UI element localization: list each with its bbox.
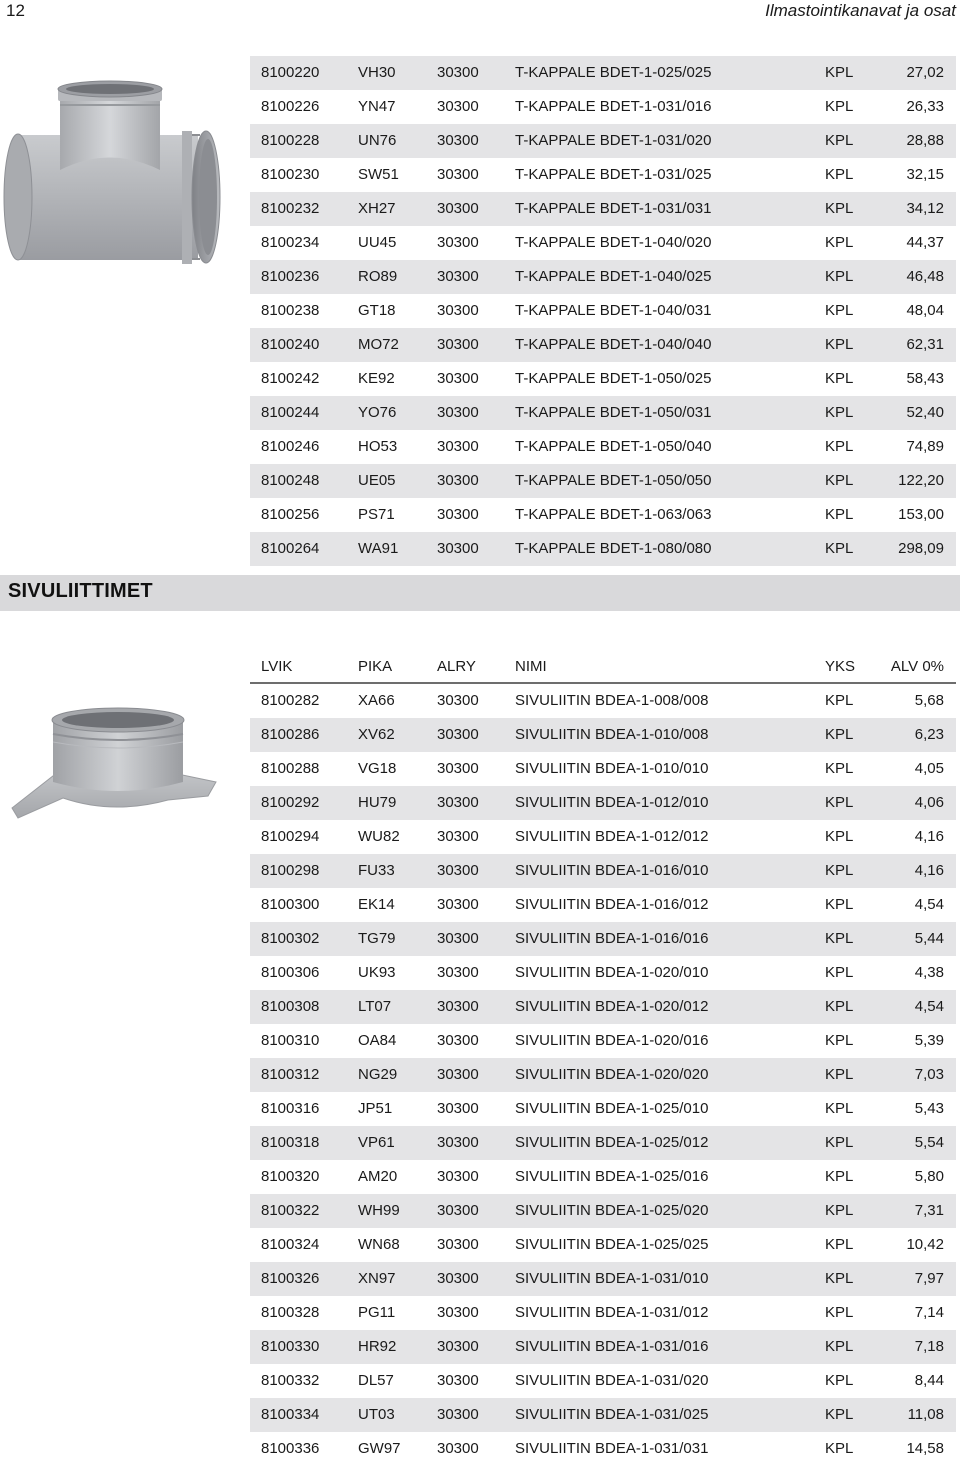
cell-yks: KPL <box>825 828 854 845</box>
column-header-alry: ALRY <box>437 658 476 675</box>
table-row <box>250 90 956 124</box>
cell-lvik: 8100318 <box>261 1134 320 1151</box>
cell-nimi: SIVULIITIN BDEA-1-031/020 <box>515 1372 709 1389</box>
cell-nimi: T-KAPPALE BDET-1-031/025 <box>515 166 712 183</box>
cell-lvik: 8100238 <box>261 302 320 319</box>
cell-yks: KPL <box>825 964 854 981</box>
cell-alv: 58,43 <box>906 370 944 387</box>
cell-yks: KPL <box>825 404 854 421</box>
table-row <box>250 226 956 260</box>
cell-yks: KPL <box>825 1338 854 1355</box>
cell-yks: KPL <box>825 472 854 489</box>
cell-yks: KPL <box>825 1066 854 1083</box>
cell-yks: KPL <box>825 1406 854 1423</box>
cell-lvik: 8100240 <box>261 336 320 353</box>
column-header-pika: PIKA <box>358 658 393 675</box>
cell-nimi: T-KAPPALE BDET-1-040/025 <box>515 268 712 285</box>
cell-nimi: T-KAPPALE BDET-1-031/020 <box>515 132 712 149</box>
page-number: 12 <box>6 1 25 20</box>
cell-alv: 7,18 <box>914 1338 944 1355</box>
cell-nimi: SIVULIITIN BDEA-1-031/012 <box>515 1304 709 1321</box>
catalog-title: Ilmastointikanavat ja osat <box>765 1 956 20</box>
cell-pika: WA91 <box>358 540 399 557</box>
cell-lvik: 8100298 <box>261 862 320 879</box>
cell-yks: KPL <box>825 302 854 319</box>
cell-nimi: SIVULIITIN BDEA-1-010/008 <box>515 726 709 743</box>
cell-alv: 44,37 <box>906 234 944 251</box>
cell-pika: WH99 <box>358 1202 400 1219</box>
cell-lvik: 8100234 <box>261 234 320 251</box>
cell-alry: 30300 <box>437 64 479 81</box>
cell-nimi: SIVULIITIN BDEA-1-025/020 <box>515 1202 709 1219</box>
cell-pika: UK93 <box>358 964 396 981</box>
cell-lvik: 8100306 <box>261 964 320 981</box>
column-header-lvik: LVIK <box>261 658 293 675</box>
table-row <box>250 1126 956 1160</box>
cell-yks: KPL <box>825 1100 854 1117</box>
cell-nimi: T-KAPPALE BDET-1-080/080 <box>515 540 712 557</box>
table-row <box>250 888 956 922</box>
table-row <box>250 158 956 192</box>
cell-alv: 46,48 <box>906 268 944 285</box>
cell-alry: 30300 <box>437 98 479 115</box>
table-row <box>250 990 956 1024</box>
cell-nimi: SIVULIITIN BDEA-1-025/025 <box>515 1236 709 1253</box>
cell-alry: 30300 <box>437 998 479 1015</box>
cell-pika: OA84 <box>358 1032 397 1049</box>
cell-lvik: 8100246 <box>261 438 320 455</box>
cell-yks: KPL <box>825 1304 854 1321</box>
table-row <box>250 464 956 498</box>
cell-lvik: 8100324 <box>261 1236 320 1253</box>
cell-alry: 30300 <box>437 930 479 947</box>
cell-alv: 27,02 <box>906 64 944 81</box>
cell-alry: 30300 <box>437 1270 479 1287</box>
cell-pika: WU82 <box>358 828 400 845</box>
cell-yks: KPL <box>825 1372 854 1389</box>
cell-lvik: 8100286 <box>261 726 320 743</box>
cell-yks: KPL <box>825 540 854 557</box>
table-row <box>250 532 956 566</box>
cell-lvik: 8100320 <box>261 1168 320 1185</box>
cell-pika: JP51 <box>358 1100 393 1117</box>
table-row <box>250 1194 956 1228</box>
cell-alv: 14,58 <box>906 1440 944 1457</box>
cell-alv: 5,44 <box>914 930 944 947</box>
cell-yks: KPL <box>825 438 854 455</box>
cell-alv: 74,89 <box>906 438 944 455</box>
cell-nimi: SIVULIITIN BDEA-1-025/012 <box>515 1134 709 1151</box>
cell-nimi: SIVULIITIN BDEA-1-025/016 <box>515 1168 709 1185</box>
cell-lvik: 8100332 <box>261 1372 320 1389</box>
cell-lvik: 8100300 <box>261 896 320 913</box>
cell-nimi: T-KAPPALE BDET-1-040/020 <box>515 234 712 251</box>
cell-yks: KPL <box>825 268 854 285</box>
table-row <box>250 1092 956 1126</box>
cell-lvik: 8100264 <box>261 540 320 557</box>
cell-alv: 5,39 <box>914 1032 944 1049</box>
table-row <box>250 260 956 294</box>
cell-lvik: 8100310 <box>261 1032 320 1049</box>
cell-yks: KPL <box>825 1270 854 1287</box>
cell-alry: 30300 <box>437 200 479 217</box>
table-row <box>250 922 956 956</box>
cell-nimi: T-KAPPALE BDET-1-031/031 <box>515 200 712 217</box>
cell-alv: 11,08 <box>907 1406 944 1423</box>
table-row <box>250 1364 956 1398</box>
cell-nimi: SIVULIITIN BDEA-1-020/010 <box>515 964 709 981</box>
cell-yks: KPL <box>825 930 854 947</box>
cell-lvik: 8100232 <box>261 200 320 217</box>
cell-alry: 30300 <box>437 896 479 913</box>
table-row <box>250 430 956 464</box>
cell-yks: KPL <box>825 896 854 913</box>
cell-nimi: T-KAPPALE BDET-1-050/031 <box>515 404 712 421</box>
tee-table <box>250 56 956 566</box>
table-row <box>250 124 956 158</box>
table-row <box>250 1398 956 1432</box>
cell-pika: GT18 <box>358 302 396 319</box>
cell-alv: 4,06 <box>914 794 944 811</box>
cell-alry: 30300 <box>437 828 479 845</box>
cell-alry: 30300 <box>437 132 479 149</box>
table-row <box>250 752 956 786</box>
cell-yks: KPL <box>825 1168 854 1185</box>
cell-alv: 4,38 <box>914 964 944 981</box>
cell-alry: 30300 <box>437 506 479 523</box>
cell-nimi: SIVULIITIN BDEA-1-008/008 <box>515 692 709 709</box>
table-row <box>250 956 956 990</box>
column-header-nimi: NIMI <box>515 658 547 675</box>
cell-nimi: SIVULIITIN BDEA-1-016/010 <box>515 862 709 879</box>
cell-yks: KPL <box>825 1440 854 1457</box>
cell-alry: 30300 <box>437 166 479 183</box>
cell-alv: 10,42 <box>906 1236 944 1253</box>
cell-yks: KPL <box>825 132 854 149</box>
cell-alv: 122,20 <box>898 472 944 489</box>
cell-nimi: SIVULIITIN BDEA-1-016/012 <box>515 896 709 913</box>
cell-pika: EK14 <box>358 896 395 913</box>
cell-yks: KPL <box>825 234 854 251</box>
cell-yks: KPL <box>825 166 854 183</box>
cell-lvik: 8100330 <box>261 1338 320 1355</box>
cell-yks: KPL <box>825 200 854 217</box>
cell-lvik: 8100288 <box>261 760 320 777</box>
table-row <box>250 1160 956 1194</box>
cell-alry: 30300 <box>437 1066 479 1083</box>
cell-pika: MO72 <box>358 336 399 353</box>
cell-alv: 32,15 <box>906 166 944 183</box>
cell-alv: 7,03 <box>914 1066 944 1083</box>
cell-lvik: 8100326 <box>261 1270 320 1287</box>
cell-alry: 30300 <box>437 370 479 387</box>
cell-yks: KPL <box>825 1236 854 1253</box>
table-row <box>250 294 956 328</box>
cell-lvik: 8100312 <box>261 1066 320 1083</box>
cell-lvik: 8100336 <box>261 1440 320 1457</box>
table-row <box>250 786 956 820</box>
table-row <box>250 328 956 362</box>
cell-alv: 298,09 <box>898 540 944 557</box>
cell-yks: KPL <box>825 370 854 387</box>
table-row <box>250 362 956 396</box>
cell-pika: RO89 <box>358 268 398 285</box>
cell-nimi: SIVULIITIN BDEA-1-020/016 <box>515 1032 709 1049</box>
cell-pika: WN68 <box>358 1236 400 1253</box>
cell-pika: SW51 <box>358 166 399 183</box>
cell-nimi: SIVULIITIN BDEA-1-012/012 <box>515 828 709 845</box>
cell-yks: KPL <box>825 760 854 777</box>
cell-nimi: T-KAPPALE BDET-1-040/031 <box>515 302 712 319</box>
cell-lvik: 8100334 <box>261 1406 320 1423</box>
section-bar <box>0 575 960 611</box>
section-title: SIVULIITTIMET <box>8 580 153 602</box>
cell-alry: 30300 <box>437 1304 479 1321</box>
cell-pika: LT07 <box>358 998 392 1015</box>
cell-lvik: 8100322 <box>261 1202 320 1219</box>
cell-alry: 30300 <box>437 726 479 743</box>
cell-alry: 30300 <box>437 964 479 981</box>
sivuliittimet-table <box>250 650 956 1466</box>
cell-pika: UN76 <box>358 132 397 149</box>
sivuliittimet-rows <box>250 684 956 1466</box>
cell-alry: 30300 <box>437 472 479 489</box>
cell-lvik: 8100230 <box>261 166 320 183</box>
cell-nimi: T-KAPPALE BDET-1-031/016 <box>515 98 712 115</box>
cell-nimi: T-KAPPALE BDET-1-025/025 <box>515 64 712 81</box>
cell-alry: 30300 <box>437 1134 479 1151</box>
cell-alry: 30300 <box>437 540 479 557</box>
cell-alry: 30300 <box>437 692 479 709</box>
cell-yks: KPL <box>825 336 854 353</box>
cell-yks: KPL <box>825 1032 854 1049</box>
cell-alry: 30300 <box>437 760 479 777</box>
cell-alv: 4,16 <box>914 828 944 845</box>
cell-alv: 6,23 <box>914 726 944 743</box>
table-row <box>250 1432 956 1466</box>
cell-alv: 34,12 <box>906 200 944 217</box>
cell-pika: UU45 <box>358 234 397 251</box>
cell-alv: 5,43 <box>914 1100 944 1117</box>
cell-alry: 30300 <box>437 302 479 319</box>
cell-lvik: 8100302 <box>261 930 320 947</box>
table-row <box>250 1228 956 1262</box>
cell-alry: 30300 <box>437 862 479 879</box>
cell-yks: KPL <box>825 64 854 81</box>
cell-lvik: 8100316 <box>261 1100 320 1117</box>
cell-alry: 30300 <box>437 234 479 251</box>
cell-nimi: T-KAPPALE BDET-1-063/063 <box>515 506 712 523</box>
cell-pika: VP61 <box>358 1134 395 1151</box>
side-connector-image <box>8 700 223 820</box>
table-row <box>250 1330 956 1364</box>
cell-lvik: 8100328 <box>261 1304 320 1321</box>
cell-alry: 30300 <box>437 1372 479 1389</box>
cell-yks: KPL <box>825 726 854 743</box>
cell-pika: HU79 <box>358 794 397 811</box>
cell-lvik: 8100242 <box>261 370 320 387</box>
cell-pika: XH27 <box>358 200 396 217</box>
cell-alv: 5,68 <box>914 692 944 709</box>
cell-pika: PS71 <box>358 506 395 523</box>
cell-pika: XV62 <box>358 726 395 743</box>
cell-nimi: T-KAPPALE BDET-1-050/025 <box>515 370 712 387</box>
cell-alry: 30300 <box>437 1100 479 1117</box>
table-header-row <box>250 650 956 684</box>
cell-lvik: 8100282 <box>261 692 320 709</box>
cell-yks: KPL <box>825 998 854 1015</box>
cell-pika: NG29 <box>358 1066 398 1083</box>
cell-lvik: 8100220 <box>261 64 320 81</box>
cell-yks: KPL <box>825 862 854 879</box>
cell-alv: 153,00 <box>898 506 944 523</box>
tee-piece-image <box>0 75 240 275</box>
cell-alry: 30300 <box>437 1338 479 1355</box>
cell-alry: 30300 <box>437 404 479 421</box>
cell-alry: 30300 <box>437 1440 479 1457</box>
cell-pika: VG18 <box>358 760 397 777</box>
cell-alry: 30300 <box>437 1236 479 1253</box>
table-row <box>250 1058 956 1092</box>
cell-alv: 7,14 <box>914 1304 944 1321</box>
cell-alry: 30300 <box>437 794 479 811</box>
cell-pika: TG79 <box>358 930 396 947</box>
cell-lvik: 8100308 <box>261 998 320 1015</box>
cell-alv: 26,33 <box>906 98 944 115</box>
cell-lvik: 8100226 <box>261 98 320 115</box>
cell-yks: KPL <box>825 692 854 709</box>
cell-nimi: SIVULIITIN BDEA-1-025/010 <box>515 1100 709 1117</box>
table-row <box>250 820 956 854</box>
cell-nimi: SIVULIITIN BDEA-1-031/010 <box>515 1270 709 1287</box>
cell-pika: YN47 <box>358 98 396 115</box>
cell-nimi: SIVULIITIN BDEA-1-010/010 <box>515 760 709 777</box>
table-row <box>250 854 956 888</box>
cell-pika: XN97 <box>358 1270 396 1287</box>
cell-alv: 5,80 <box>914 1168 944 1185</box>
cell-alv: 48,04 <box>906 302 944 319</box>
cell-lvik: 8100292 <box>261 794 320 811</box>
cell-lvik: 8100294 <box>261 828 320 845</box>
cell-alv: 28,88 <box>906 132 944 149</box>
cell-alry: 30300 <box>437 1202 479 1219</box>
cell-alv: 4,16 <box>914 862 944 879</box>
table-row <box>250 498 956 532</box>
table-row <box>250 684 956 718</box>
cell-nimi: SIVULIITIN BDEA-1-016/016 <box>515 930 709 947</box>
cell-nimi: SIVULIITIN BDEA-1-031/025 <box>515 1406 709 1423</box>
column-header-alv: ALV 0% <box>890 658 944 675</box>
cell-alry: 30300 <box>437 1032 479 1049</box>
cell-alry: 30300 <box>437 1406 479 1423</box>
column-header-yks: YKS <box>825 658 856 675</box>
cell-nimi: SIVULIITIN BDEA-1-020/020 <box>515 1066 709 1083</box>
cell-pika: XA66 <box>358 692 395 709</box>
cell-alv: 7,31 <box>914 1202 944 1219</box>
cell-lvik: 8100228 <box>261 132 320 149</box>
cell-nimi: SIVULIITIN BDEA-1-031/031 <box>515 1440 709 1457</box>
cell-pika: VH30 <box>358 64 396 81</box>
cell-nimi: SIVULIITIN BDEA-1-012/010 <box>515 794 709 811</box>
cell-nimi: T-KAPPALE BDET-1-050/040 <box>515 438 712 455</box>
page-header <box>0 0 960 24</box>
cell-yks: KPL <box>825 98 854 115</box>
cell-alry: 30300 <box>437 268 479 285</box>
cell-alv: 8,44 <box>914 1372 944 1389</box>
table-row <box>250 192 956 226</box>
table-row <box>250 396 956 430</box>
cell-nimi: SIVULIITIN BDEA-1-031/016 <box>515 1338 709 1355</box>
cell-alv: 52,40 <box>906 404 944 421</box>
table-row <box>250 1024 956 1058</box>
cell-pika: KE92 <box>358 370 395 387</box>
cell-alv: 5,54 <box>914 1134 944 1151</box>
cell-alry: 30300 <box>437 336 479 353</box>
cell-yks: KPL <box>825 1134 854 1151</box>
cell-pika: DL57 <box>358 1372 394 1389</box>
cell-yks: KPL <box>825 1202 854 1219</box>
cell-nimi: T-KAPPALE BDET-1-040/040 <box>515 336 712 353</box>
cell-alry: 30300 <box>437 438 479 455</box>
table-row <box>250 56 956 90</box>
table-row <box>250 1262 956 1296</box>
cell-nimi: T-KAPPALE BDET-1-050/050 <box>515 472 712 489</box>
cell-pika: HO53 <box>358 438 398 455</box>
cell-lvik: 8100256 <box>261 506 320 523</box>
cell-lvik: 8100244 <box>261 404 320 421</box>
table-row <box>250 1296 956 1330</box>
cell-pika: PG11 <box>358 1304 396 1321</box>
cell-alv: 7,97 <box>914 1270 944 1287</box>
cell-pika: AM20 <box>358 1168 398 1185</box>
cell-alv: 4,54 <box>914 998 944 1015</box>
cell-pika: HR92 <box>358 1338 397 1355</box>
cell-pika: GW97 <box>358 1440 401 1457</box>
cell-alv: 62,31 <box>906 336 944 353</box>
cell-lvik: 8100236 <box>261 268 320 285</box>
cell-pika: UT03 <box>358 1406 395 1423</box>
cell-lvik: 8100248 <box>261 472 320 489</box>
cell-alv: 4,54 <box>914 896 944 913</box>
cell-pika: FU33 <box>358 862 395 879</box>
table-row <box>250 718 956 752</box>
cell-alry: 30300 <box>437 1168 479 1185</box>
cell-yks: KPL <box>825 506 854 523</box>
cell-yks: KPL <box>825 794 854 811</box>
cell-pika: YO76 <box>358 404 397 421</box>
cell-nimi: SIVULIITIN BDEA-1-020/012 <box>515 998 709 1015</box>
cell-alv: 4,05 <box>914 760 944 777</box>
cell-pika: UE05 <box>358 472 396 489</box>
